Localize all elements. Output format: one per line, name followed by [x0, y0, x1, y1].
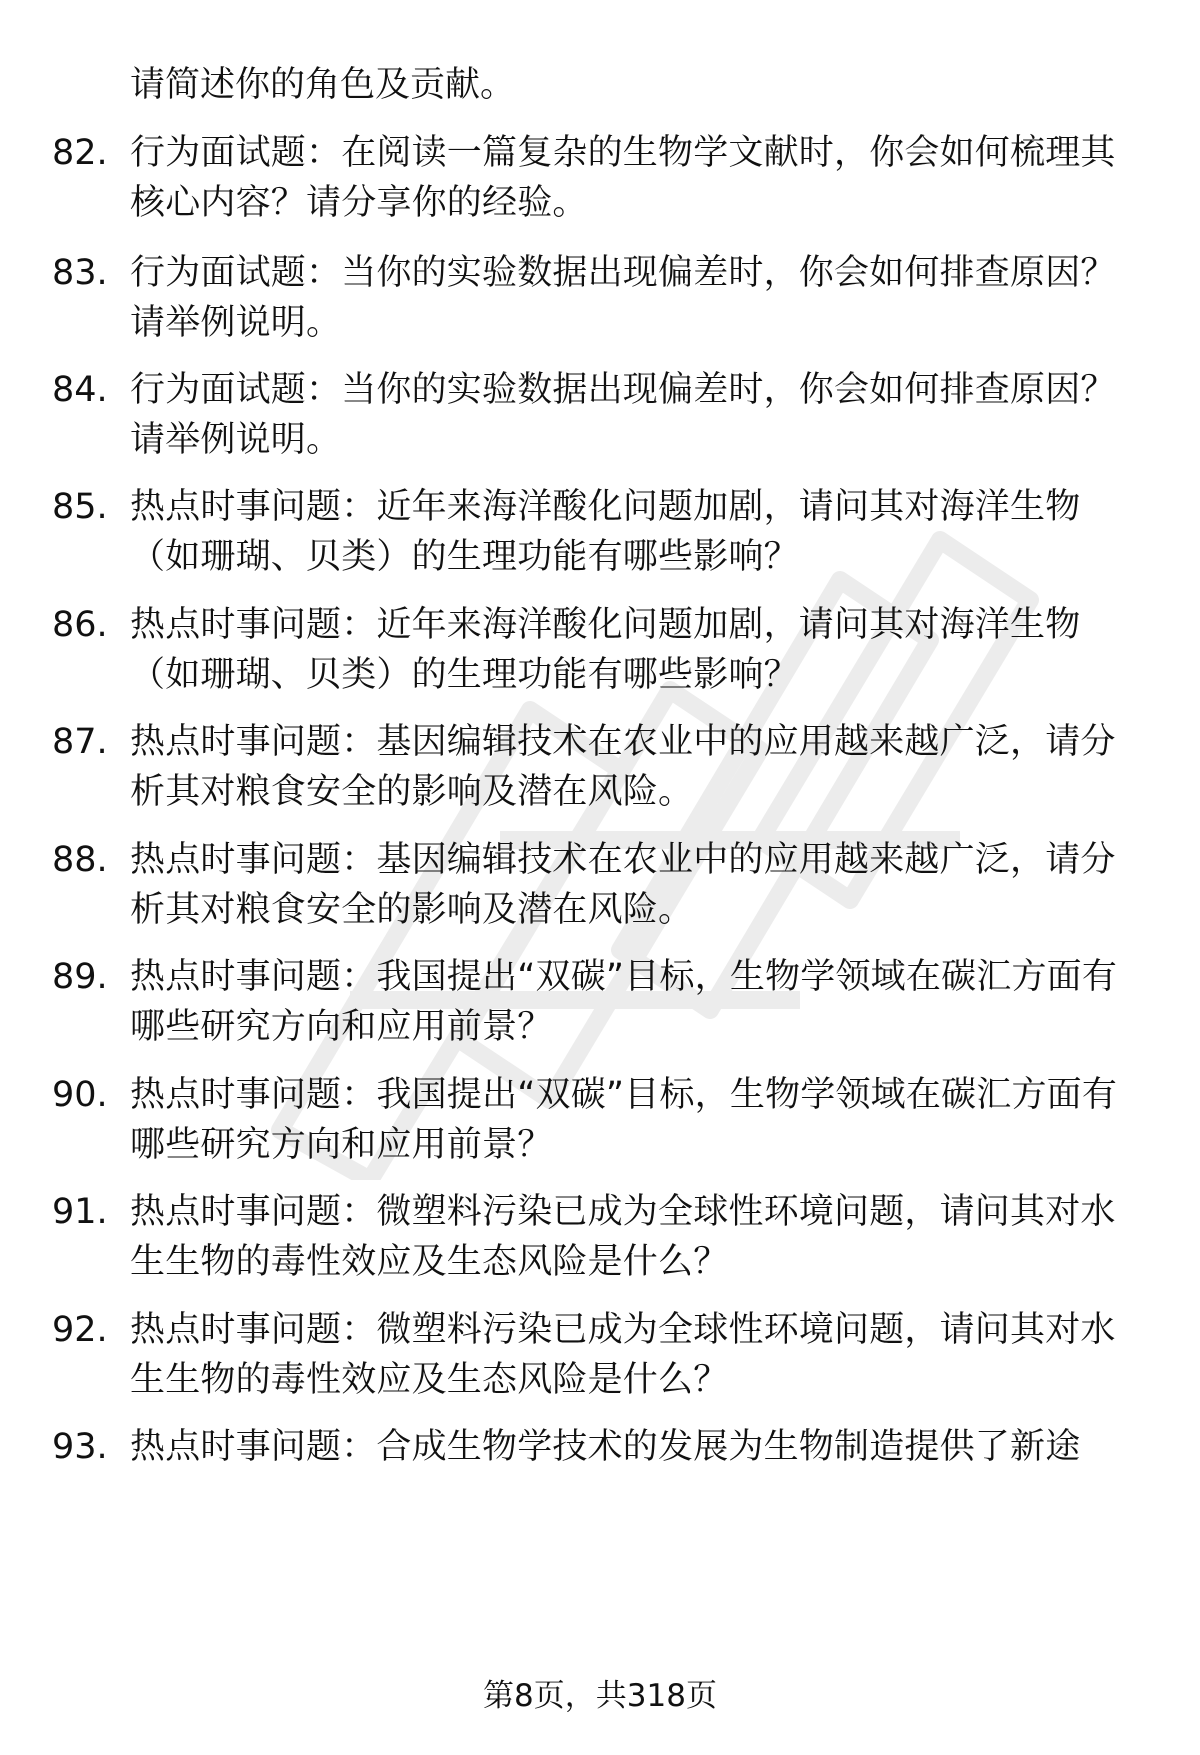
question-text: 热点时事问题：微塑料污染已成为全球性环境问题，请问其对水生生物的毒性效应及生态风险是什么？: [130, 1310, 1116, 1400]
question-text: 行为面试题：当你的实验数据出现偏差时，你会如何排查原因？请举例说明。: [130, 253, 1116, 343]
page-footer: 第8页，共318页: [483, 1678, 717, 1714]
list-item: [52, 248, 1152, 348]
question-number: 90.: [52, 1075, 108, 1115]
list-item: [52, 717, 1152, 817]
question-text: 热点时事问题：我国提出“双碳”目标，生物学领域在碳汇方面有哪些研究方向和应用前景？: [130, 1075, 1118, 1165]
list-item: [52, 1305, 1152, 1405]
list-item: [52, 482, 1152, 582]
question-number: 83.: [52, 253, 108, 293]
question-number: 92.: [52, 1310, 108, 1350]
list-item: [52, 835, 1152, 935]
question-text: 热点时事问题：近年来海洋酸化问题加剧，请问其对海洋生物（如珊瑚、贝类）的生理功能有哪些影响？: [130, 487, 1081, 577]
question-text: 行为面试题：当你的实验数据出现偏差时，你会如何排查原因？请举例说明。: [130, 370, 1116, 460]
question-number: 86.: [52, 605, 108, 645]
list-item: [52, 600, 1152, 700]
question-text: 热点时事问题：合成生物学技术的发展为生物制造提供了新途: [130, 1427, 1081, 1467]
question-text: 热点时事问题：我国提出“双碳”目标，生物学领域在碳汇方面有哪些研究方向和应用前景？: [130, 957, 1118, 1047]
question-number: 89.: [52, 957, 108, 997]
question-text: 热点时事问题：基因编辑技术在农业中的应用越来越广泛，请分析其对粮食安全的影响及潜在风险。: [130, 722, 1116, 812]
list-item: [52, 952, 1152, 1052]
question-text: 热点时事问题：近年来海洋酸化问题加剧，请问其对海洋生物（如珊瑚、贝类）的生理功能有哪些影响？: [130, 605, 1081, 695]
question-number: 93.: [52, 1427, 108, 1467]
question-text: 热点时事问题：基因编辑技术在农业中的应用越来越广泛，请分析其对粮食安全的影响及潜在风险。: [130, 840, 1116, 930]
list-item: [52, 1187, 1152, 1287]
question-number: 85.: [52, 487, 108, 527]
question-text: 热点时事问题：微塑料污染已成为全球性环境问题，请问其对水生生物的毒性效应及生态风险是什么？: [130, 1192, 1116, 1282]
question-number: 91.: [52, 1192, 108, 1232]
question-number: 82.: [52, 133, 108, 173]
question-number: 88.: [52, 840, 108, 880]
list-item: [52, 1070, 1152, 1170]
question-number: 87.: [52, 722, 108, 762]
list-item: [52, 128, 1152, 228]
list-item: [52, 365, 1152, 465]
list-item: [52, 1422, 1152, 1472]
question-number: 84.: [52, 370, 108, 410]
question-text: 行为面试题：在阅读一篇复杂的生物学文献时，你会如何梳理其核心内容？请分享你的经验。: [130, 133, 1116, 223]
continued-answer-line: 请简述你的角色及贡献。: [130, 65, 516, 105]
